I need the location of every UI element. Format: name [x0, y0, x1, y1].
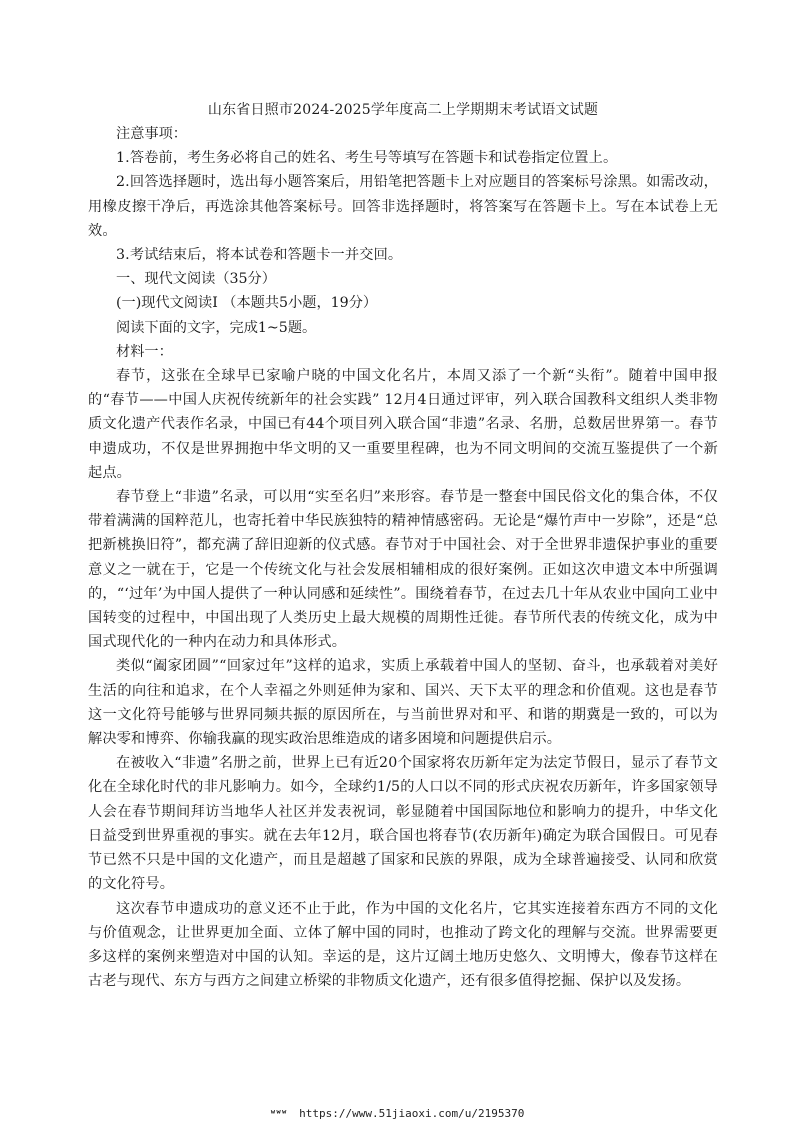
reading-instruction: 阅读下面的文字，完成1~5题。: [116, 319, 317, 336]
notice-item-3: 3.考试结束后，将本试卷和答题卡一并交回。: [116, 247, 403, 264]
material-label: 材料一：: [116, 343, 173, 360]
notice-item-2: 2.回答选择题时，选出每小题答案后，用铅笔把答题卡上对应题目的答案标号涂黑。如需改动，用橡皮擦干净后，再选涂其他答案标号。回答非选择题时，将答案写在答题卡上。写在本试卷上无效。: [88, 174, 718, 239]
document-body: [88, 98, 718, 993]
notice-item-1: 1.答卷前，考生务必将自己的姓名、考生号等填写在答题卡和试卷指定位置上。: [116, 150, 618, 167]
paragraph-1: 春节，这张在全球早已家喻户晓的中国文化名片，本周又添了一个新“头衔”。随着中国申报的“春节——中国人庆祝传统新年的社会实践” 12月4日通过评审，列入联合国教科文组织人类非物质文化遗产代表作名录，中国已有44个项目列入联合国“非遗”名录、名册，总数居世界第一。春节申遗成功，不仅是世界拥抱中华文明的又一重要里程碑，也为不同文明间的交流互鉴提供了一个新起点。: [88, 368, 718, 481]
subsection-heading: (一)现代文阅读Ⅰ （本题共5小题，19分）: [116, 295, 378, 312]
section-heading: 一、现代文阅读（35分）: [116, 271, 276, 288]
notice-heading: 注意事项：: [116, 126, 187, 142]
paragraph-4: 在被收入“非遗”名册之前，世界上已有近20个国家将农历新年定为法定节假日，显示了春节文化在全球化时代的非凡影响力。如今，全球约1/5的人口以不同的形式庆祝农历新年，许多国家领导人会在春节期间拜访当地华人社区并发表祝词，彰显随着中国国际地位和影响力的提升，中华文化日益受到世界重视的事实。就在去年12月，联合国也将春节(农历新年)确定为联合国假日。可见春节已然不只是中国的文化遗产，而且是超越了国家和民族的界限，成为全球普遍接受、认同和欣赏的文化符号。: [88, 755, 718, 893]
site-logo: ʷʷʷ: [269, 1107, 287, 1120]
footer-url-link[interactable]: https://www.51jiaoxi.com/u/2195370: [299, 1107, 525, 1120]
paragraph-2: 春节登上“非遗”名录，可以用“实至名归”来形容。春节是一整套中国民俗文化的集合体，不仅带着满满的国粹范儿，也寄托着中华民族独特的精神情感密码。无论是“爆竹声中一岁除”，还是“总把新桃换旧符”，都充满了辞旧迎新的仪式感。春节对于中国社会、对于全世界非遗保护事业的重要意义之一就在于，它是一个传统文化与社会发展相辅相成的很好案例。正如这次申遗文本中所强调的，“‘过年’为中国人提供了一种认同感和延续性”。围绕着春节，在过去几十年从农业中国向工业中国转变的过程中，中国出现了人类历史上最大规模的周期性迁徙。春节所代表的传统文化，成为中国式现代化的一种内在动力和具体形式。: [88, 489, 718, 651]
paragraph-3: 类似“阖家团圆”“回家过年”这样的追求，实质上承载着中国人的坚韧、奋斗，也承载着对美好生活的向往和追求，在个人幸福之外则延伸为家和、国兴、天下太平的理念和价值观。这也是春节这一文化符号能够与世界同频共振的原因所在，与当前世界对和平、和谐的期冀是一致的，可以为解决零和博弈、你输我赢的现实政治思维造成的诸多困境和问题提供启示。: [88, 658, 718, 748]
paragraph-5: 这次春节申遗成功的意义还不止于此，作为中国的文化名片，它其实连接着东西方不同的文化与价值观念，让世界更加全面、立体了解中国的同时，也推动了跨文化的理解与交流。世界需要更多这样的案例来塑造对中国的认知。幸运的是，这片辽阔土地历史悠久、文明博大，像春节这样在古老与现代、东方与西方之间建立桥梁的非物质文化遗产，还有很多值得挖掘、保护以及发扬。: [88, 900, 718, 990]
page-footer: [0, 1107, 794, 1120]
page-title: 山东省日照市2024-2025学年度高二上学期期末考试语文试题: [207, 102, 599, 118]
